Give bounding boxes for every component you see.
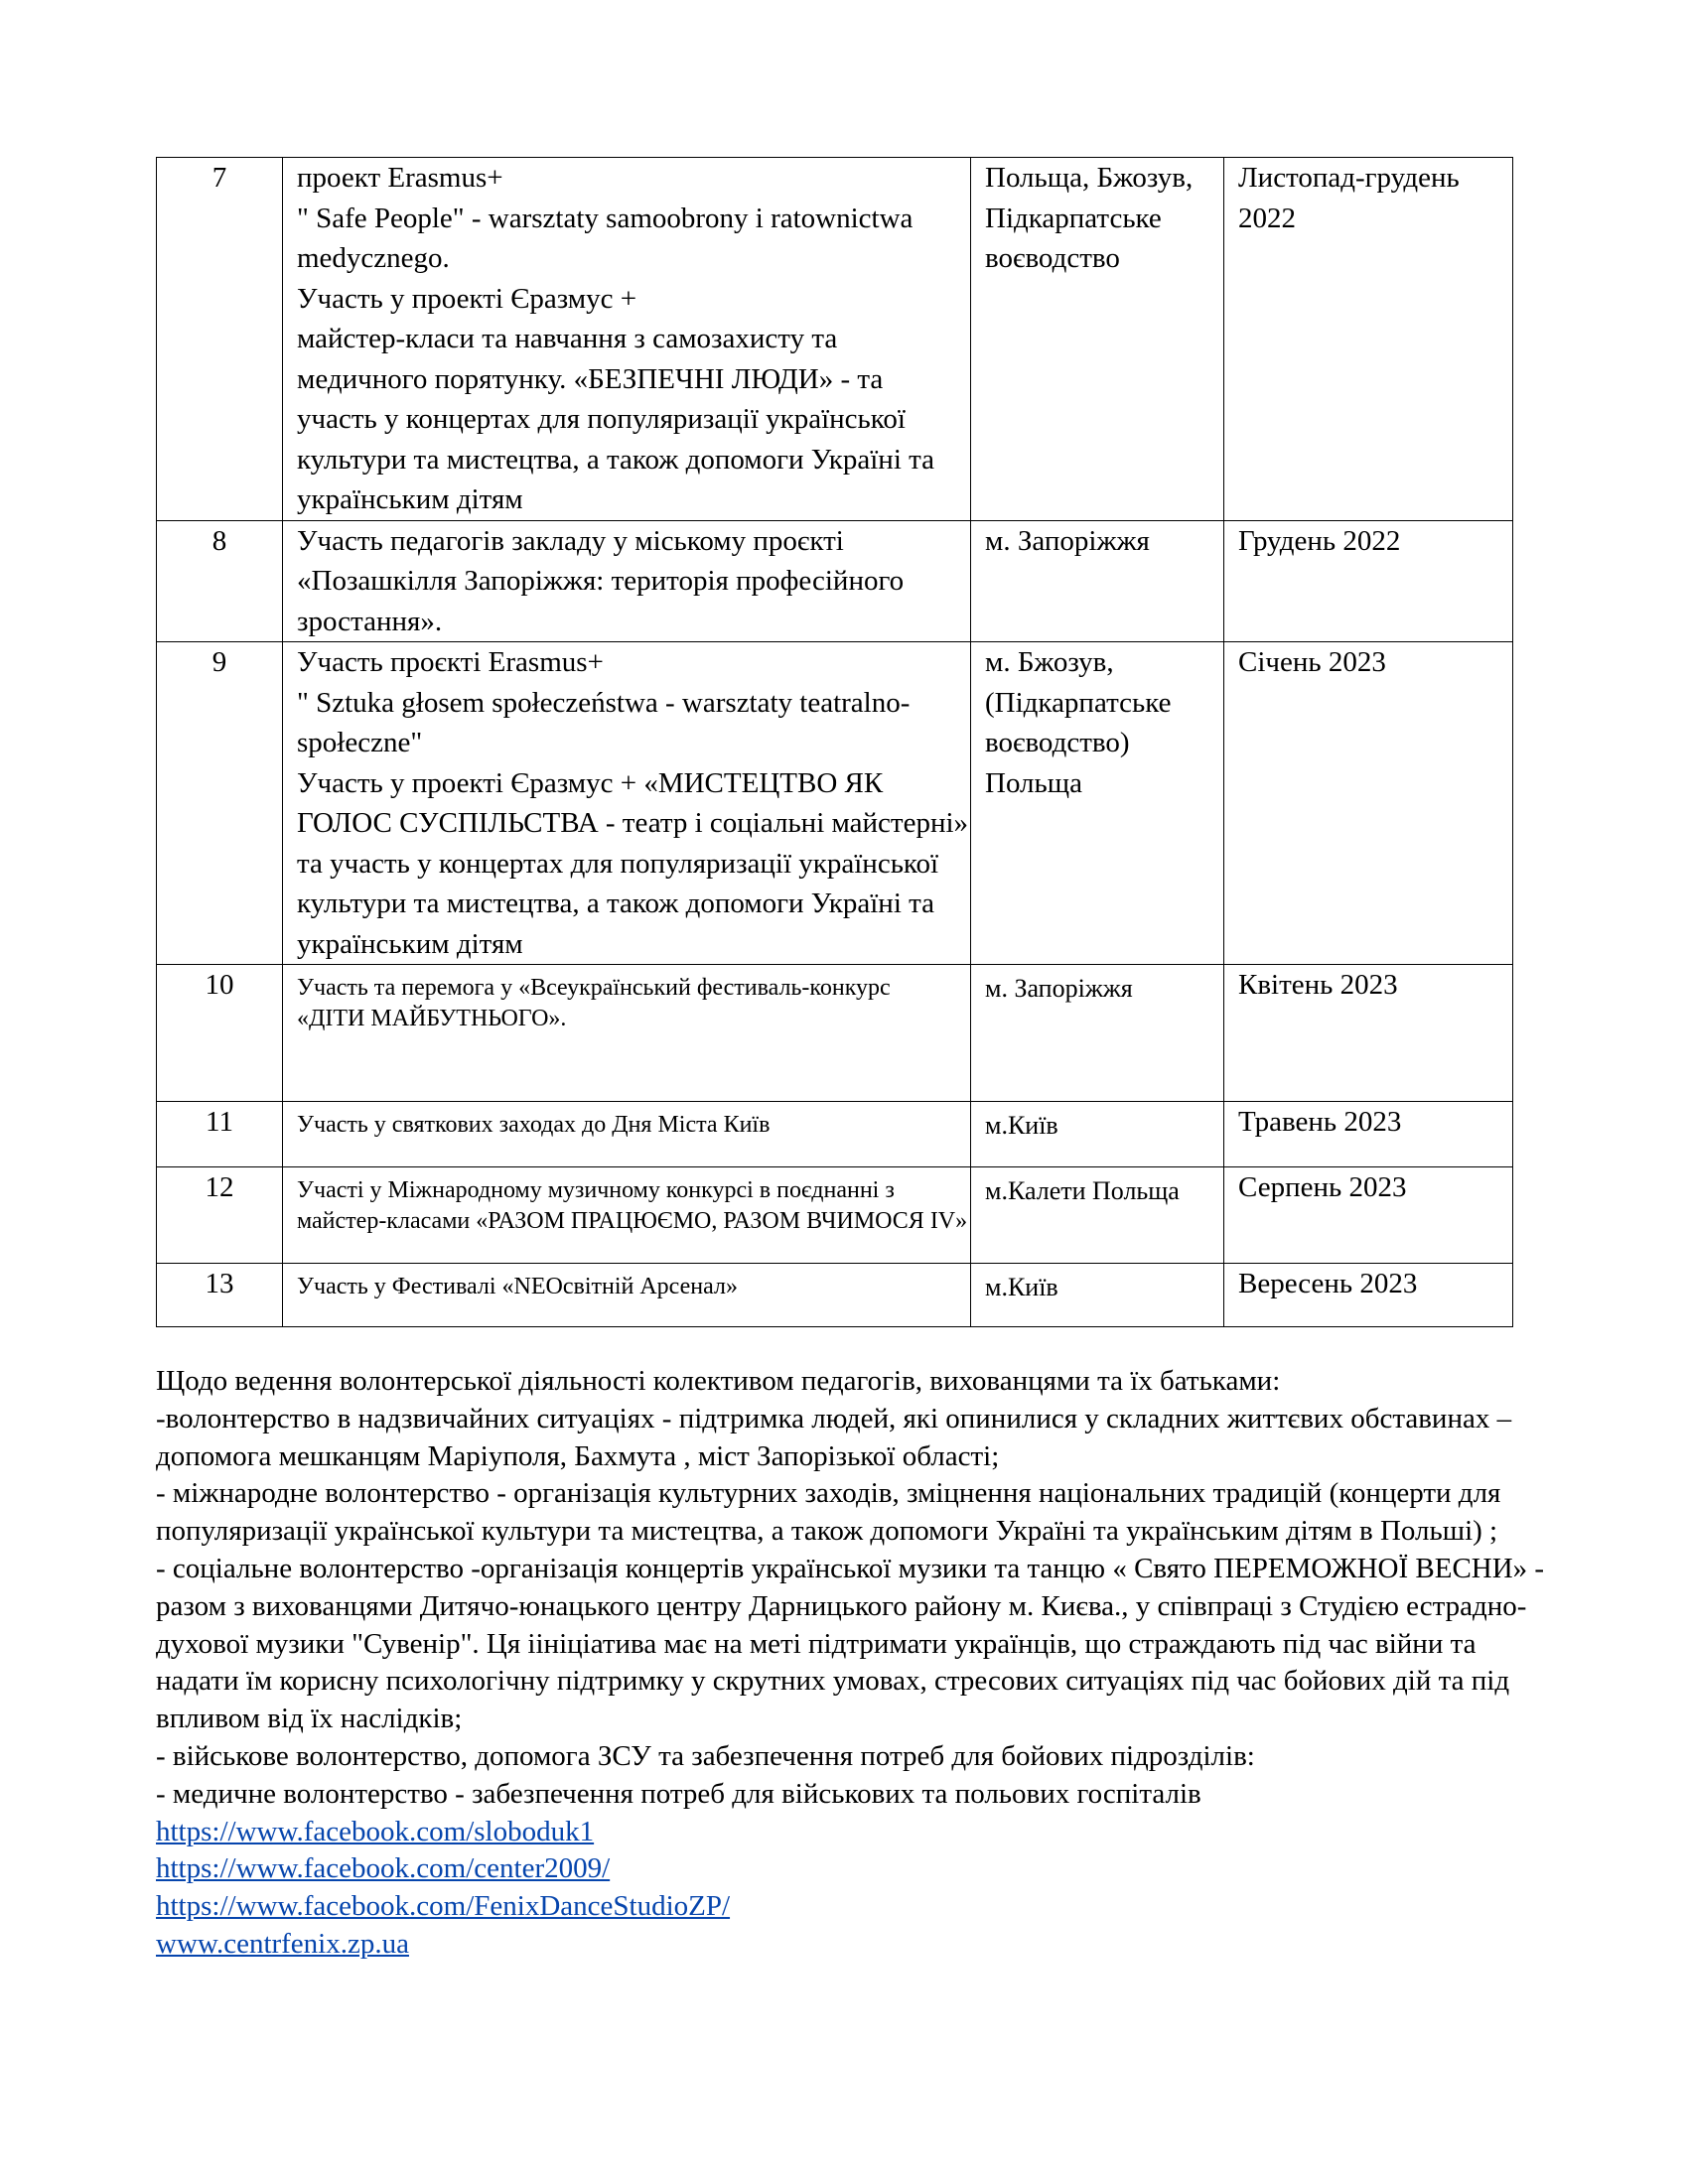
row-description: Участь у святкових заходах до Дня Міста Київ <box>283 1102 971 1167</box>
row-description: Участь проєкті Erasmus+ " Sztuka głosem społeczeństwa - warsztaty teatralno-społeczne" Участь у проекті Єразмус + «МИСТЕЦТВО ЯК ГОЛОС СУСПІЛЬСТВА - театр і соціальні майстерні» та участь у концертах для популяризації української культури та мистецтва, а також допомоги Україні та українським дітям <box>283 642 971 965</box>
row-place: м.Київ <box>971 1102 1224 1167</box>
row-place: м.Калети Польща <box>971 1167 1224 1264</box>
paragraph-line: - міжнародне волонтерство - організація культурних заходів, зміцнення національних традицій (концерти для популяризації української культури та мистецтва, а також допомоги Україні та українським дітям в Польші) ; <box>156 1477 1501 1548</box>
row-place: м. Бжозув, (Підкарпатське воєводство) Польща <box>971 642 1224 965</box>
row-date: Вересень 2023 <box>1224 1264 1513 1327</box>
events-table <box>156 157 1513 1327</box>
row-number: 11 <box>157 1102 283 1167</box>
row-number: 8 <box>157 520 283 642</box>
row-number: 13 <box>157 1264 283 1327</box>
table-row <box>157 965 1513 1102</box>
paragraph-line: - медичне волонтерство - забезпечення потреб для військових та польових госпіталів <box>156 1777 1201 1810</box>
paragraph-line: -волонтерство в надзвичайних ситуаціях - підтримка людей, які опинилися у складних життєвих обставинах – допомога мешканцям Маріуполя, Бахмута , міст Запорізької області; <box>156 1402 1512 1472</box>
row-description: Участь педагогів закладу у міському проєкті «Позашкілля Запоріжжя: територія професійного зростання». <box>283 520 971 642</box>
table-row <box>157 1102 1513 1167</box>
table-row <box>157 1264 1513 1327</box>
row-place: м. Запоріжжя <box>971 965 1224 1102</box>
row-date: Квітень 2023 <box>1224 965 1513 1102</box>
paragraph-line: - військове волонтерство, допомога ЗСУ та забезпечення потреб для бойових підрозділів: <box>156 1739 1255 1772</box>
row-date: Листопад-грудень 2022 <box>1224 158 1513 521</box>
table-row <box>157 642 1513 965</box>
row-number: 10 <box>157 965 283 1102</box>
facebook-link-sloboduk[interactable]: https://www.facebook.com/sloboduk1 <box>156 1815 595 1847</box>
row-date: Грудень 2022 <box>1224 520 1513 642</box>
row-place: м.Київ <box>971 1264 1224 1327</box>
facebook-link-center2009[interactable]: https://www.facebook.com/center2009/ <box>156 1852 611 1885</box>
row-number: 12 <box>157 1167 283 1264</box>
facebook-link-fenix-dance-studio[interactable]: https://www.facebook.com/FenixDanceStudioZP/ <box>156 1890 731 1923</box>
website-link-centrfenix[interactable]: www.centrfenix.zp.ua <box>156 1927 409 1960</box>
paragraph-line: - соціальне волонтерство -організація концертів української музики та танцю « Свято ПЕРЕМОЖНОЇ ВЕСНИ» - разом з вихованцями Дитячо-юнацького центру Дарницького району м. Києва., у співпраці з Студією естрадно-духової музики "Сувенір". Ця іініціатива має на меті підтримати українців, що страждають під час війни та надати їм корисну психологічну підтримку у скрутних умовах, стресових ситуаціях під час бойових дій та під впливом від їх наслідків; <box>156 1552 1545 1735</box>
table-row <box>157 158 1513 521</box>
volunteering-paragraph <box>156 1363 1546 1964</box>
table-row <box>157 1167 1513 1264</box>
row-date: Травень 2023 <box>1224 1102 1513 1167</box>
row-description: Участь та перемога у «Всеукраїнський фестиваль-конкурс «ДІТИ МАЙБУТНЬОГО». <box>283 965 971 1102</box>
row-date: Січень 2023 <box>1224 642 1513 965</box>
row-place: Польща, Бжозув, Підкарпатське воєводство <box>971 158 1224 521</box>
row-number: 9 <box>157 642 283 965</box>
row-number: 7 <box>157 158 283 521</box>
paragraph-line: Щодо ведення волонтерської діяльності колективом педагогів, вихованцями та їх батьками: <box>156 1365 1281 1397</box>
row-description: проект Erasmus+ " Safe People" - warsztaty samoobrony i ratownictwa medycznego. Участь у проекті Єразмус + майстер-класи та навчання з самозахисту та медичного порятунку. «БЕЗПЕЧНІ ЛЮДИ» - та участь у концертах для популяризації української культури та мистецтва, а також допомоги Україні та українським дітям <box>283 158 971 521</box>
row-place: м. Запоріжжя <box>971 520 1224 642</box>
row-description: Участі у Міжнародному музичному конкурсі в поєднанні з майстер-класами «РАЗОМ ПРАЦЮЄМО, РАЗОМ ВЧИМОСЯ IV» <box>283 1167 971 1264</box>
row-description: Участь у Фестивалі «NEOсвітній Арсенал» <box>283 1264 971 1327</box>
row-date: Серпень 2023 <box>1224 1167 1513 1264</box>
table-row <box>157 520 1513 642</box>
